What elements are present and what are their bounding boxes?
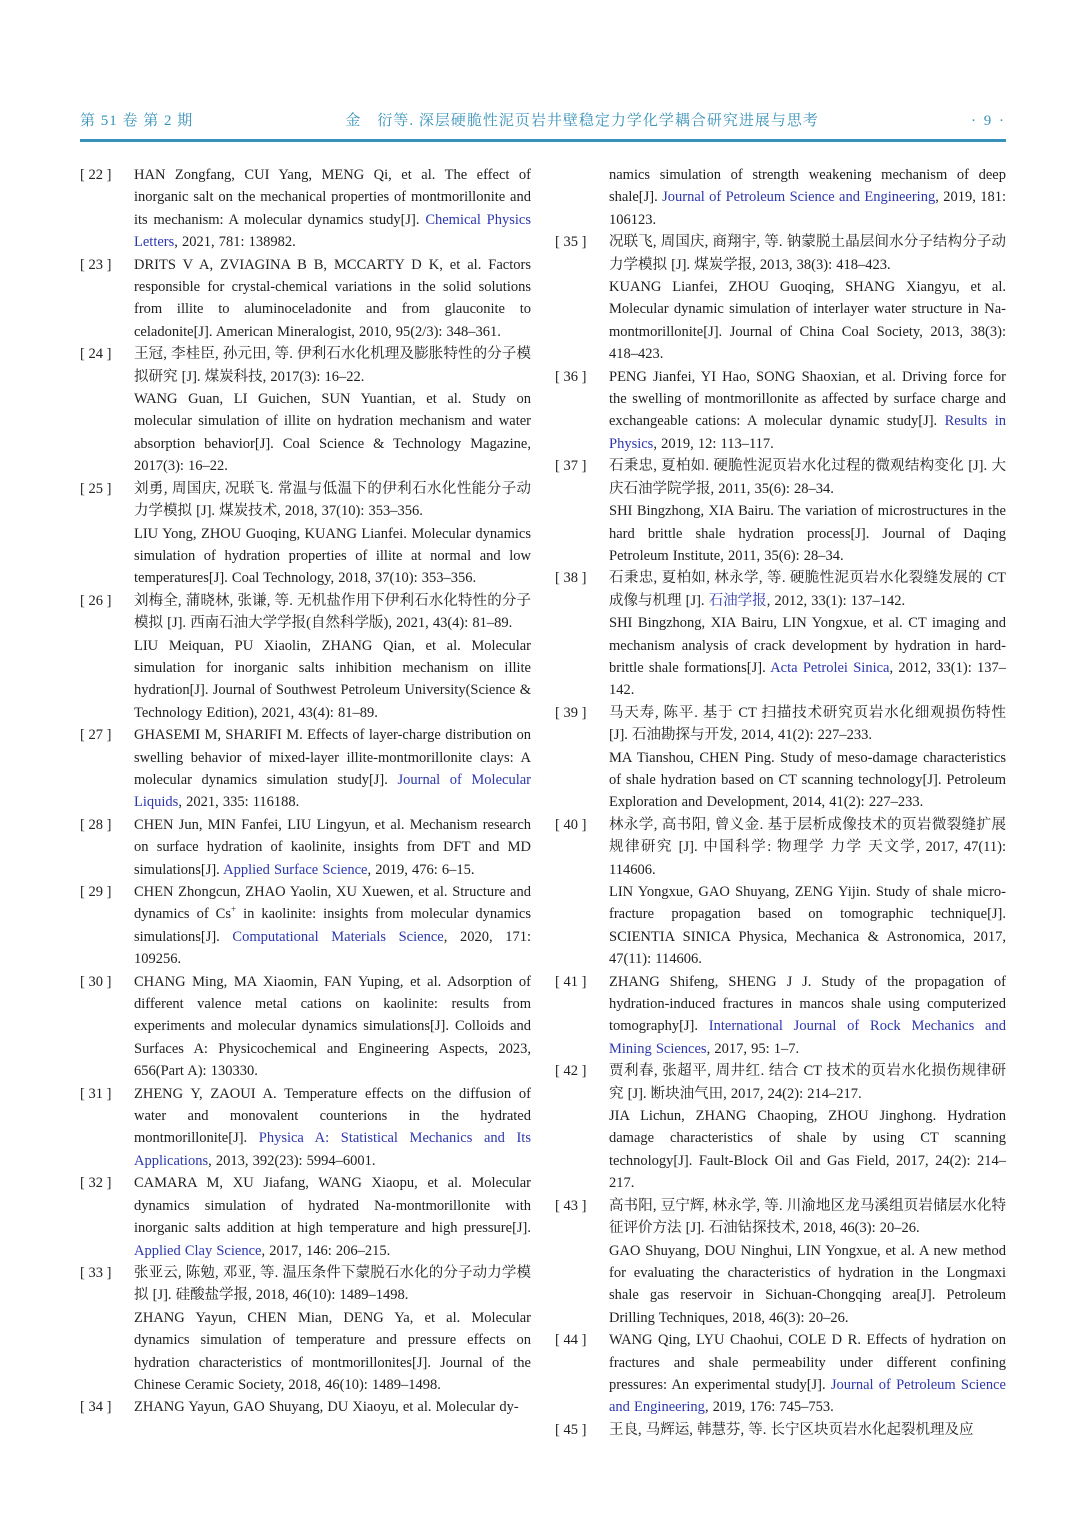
reference-text: 高书阳, 豆宁辉, 林永学, 等. 川渝地区龙马溪组页岩储层水化特征评价方法 [J]. 石油钻探技术, 2018, 46(3): 20–26. [609,1197,1006,1237]
journal-link[interactable]: Journal of Petroleum Science and Engineering [609,1376,1006,1416]
reference-number: [ 32 ] [80,1175,112,1192]
reference-body [609,231,1006,365]
reference-paragraph [134,1172,531,1262]
reference-paragraph [609,366,1006,456]
reference-text: , 2020, 171: 109256. [134,928,532,968]
journal-link[interactable]: Computational Materials Science [232,928,444,945]
reference-text: 刘勇, 周国庆, 况联飞. 常温与低温下的伊利石水化性能分子动力学模拟 [J]. 煤炭技术, 2018, 37(10): 353–356. [134,480,531,520]
reference-body [134,1262,531,1396]
reference-paragraph [609,612,1006,702]
reference-text: ZHANG Yayun, GAO Shuyang, DU Xiaoyu, et al. Molecular dy- [134,1399,519,1416]
reference-number: [ 28 ] [80,816,112,833]
reference-paragraph [609,1195,1006,1240]
reference-paragraph [609,1060,1006,1105]
reference-paragraph [134,881,531,971]
journal-link[interactable]: Journal of Molecular Liquids [134,771,531,811]
reference-number: [ 38 ] [555,570,587,587]
reference-number: [ 24 ] [80,346,112,363]
reference-item [555,702,1006,814]
reference-number: [ 25 ] [80,480,112,497]
references-section [80,164,1006,1464]
journal-link[interactable]: Applied Surface Science [223,861,368,878]
reference-number: [ 36 ] [555,368,587,385]
reference-body [609,1195,1006,1329]
reference-item [80,590,531,724]
reference-text: , 2019, 12: 113–117. [653,435,774,452]
reference-text: 贾利春, 张超平, 周井红. 结合 CT 技术的页岩水化损伤规律研究 [J]. 断块油气田, 2017, 24(2): 214–217. [609,1063,1006,1102]
reference-paragraph [134,164,531,254]
reference-text: KUANG Lianfei, ZHOU Guoqing, SHANG Xiangyu, et al. Molecular dynamic simulation of interlayer water structure in Na-montmorillonite[J]. Journal of China Coal Society, 2013, 38(3): 418–423. [609,279,1006,363]
reference-number: [ 40 ] [555,816,587,833]
journal-issue-label: 第 51 卷 第 2 期 [80,113,194,129]
reference-body [134,971,531,1083]
reference-text: , 2021, 335: 116188. [178,794,300,811]
journal-link[interactable]: Results in Physics [609,413,1006,452]
reference-item [555,1419,1006,1441]
reference-text: 王冠, 李桂臣, 孙元田, 等. 伊利石水化机理及膨胀特性的分子模拟研究 [J]. 煤炭科技, 2017(3): 16–22. [134,346,531,385]
reference-text: , 2019, 176: 745–753. [704,1399,834,1416]
reference-body [134,1396,531,1418]
reference-item [555,231,1006,365]
reference-paragraph [609,1240,1006,1330]
reference-body [609,1329,1006,1419]
reference-number: [ 31 ] [80,1085,112,1102]
reference-text: ZHENG Y, ZAOUI A. Temperature effects on the diffusion of water and monovalent counterions in the hydrated montmorillonite[J]. [134,1085,531,1147]
reference-paragraph [134,1083,531,1173]
journal-link[interactable]: Applied Clay Science [134,1242,262,1259]
reference-number: [ 45 ] [555,1421,587,1438]
reference-body [134,590,531,724]
reference-text: , 2021, 781: 138982. [174,234,296,251]
reference-item [80,343,531,477]
reference-text: 刘梅全, 蒲晓林, 张谦, 等. 无机盐作用下伊利石水化特性的分子模拟 [J]. 西南石油大学学报(自然科学版), 2021, 43(4): 81–89. [134,592,531,632]
reference-paragraph [609,1419,1006,1441]
reference-body [134,164,531,254]
reference-paragraph [134,1396,531,1418]
reference-text: GAO Shuyang, DOU Ninghui, LIN Yongxue, et al. A new method for evaluating the characteristics of hydration in the Longmaxi shale gas reservoir in Sichuan-Chongqing area[J]. Petroleum Drilling Techniques, 2018, 46(3): 20–26. [609,1242,1006,1326]
reference-item [80,881,531,971]
reference-item [555,971,1006,1061]
journal-link[interactable]: International Journal of Rock Mechanics and Mining Sciences [609,1018,1006,1057]
reference-body [134,724,531,814]
reference-paragraph [134,635,531,725]
reference-number: [ 37 ] [555,458,587,475]
reference-paragraph [134,814,531,881]
reference-number: [ 27 ] [80,727,112,744]
reference-text: , 2012, 33(1): 137–142. [609,659,1006,699]
reference-number: [ 22 ] [80,167,112,183]
reference-text: , 2019, 476: 6–15. [367,861,475,878]
reference-paragraph [609,1105,1006,1195]
reference-paragraph [609,500,1006,567]
reference-text: SHI Bingzhong, XIA Bairu, LIN Yongxue, et al. CT imaging and mechanism analysis of crack development by hydration in hard-brittle shale formations[J]. [609,615,1006,676]
reference-paragraph [134,254,531,344]
reference-item [555,1329,1006,1419]
reference-text: LIU Meiquan, PU Xiaolin, ZHANG Qian, et al. Molecular simulation for inorganic salts inhibition mechanism on illite hydration[J]. Journal of Southwest Petroleum University(Science & Technology Edition), 2021, 43(4): 81–89. [134,637,531,721]
journal-link[interactable]: Chemical Physics Letters [134,211,531,251]
reference-body [134,1083,531,1173]
reference-paragraph [609,814,1006,881]
reference-number: [ 33 ] [80,1264,112,1281]
reference-text: HAN Zongfang, CUI Yang, MENG Qi, et al. The effect of inorganic salt on the mechanical properties of montmorillonite and its mechanism: A molecular dynamics study[J]. [134,167,531,228]
reference-item [555,1060,1006,1194]
reference-text: , 2017, 95: 1–7. [706,1040,800,1057]
reference-item [80,1083,531,1173]
journal-link[interactable]: Physica A: Statistical Mechanics and Its Applications [134,1130,531,1169]
reference-paragraph [609,1329,1006,1419]
reference-text: CHEN Jun, MIN Fanfei, LIU Lingyun, et al. Mechanism research on surface hydration of kaolinite, insights from DFT and MD simulations[J]. [134,816,531,878]
reference-body [609,814,1006,971]
reference-paragraph [609,567,1006,612]
reference-body [609,702,1006,814]
reference-number: [ 30 ] [80,973,112,990]
reference-paragraph [134,478,531,523]
reference-body [134,814,531,881]
reference-text: CHANG Ming, MA Xiaomin, FAN Yuping, et al. Adsorption of different valence metal cations on kaolinite: results from experiments and molecular dynamics simulations[J]. Colloids and Surfaces A: Physicochemical and Engineering Aspects, 2023, 656(Part A): 130330. [134,973,531,1080]
reference-text: CHEN Zhongcun, ZHAO Yaolin, XU Xuewen, et al. Structure and dynamics of Cs [134,884,531,923]
reference-text: , 2017, 146: 206–215. [261,1242,391,1259]
reference-text: namics simulation of strength weakening mechanism of deep shale[J]. [609,167,1006,206]
reference-item [80,1172,531,1262]
reference-text: , 2012, 33(1): 137–142. [766,592,906,609]
reference-paragraph [609,881,1006,971]
page-header [80,112,1006,130]
reference-text: 马天寿, 陈平. 基于 CT 扫描技术研究页岩水化细观损伤特性 [J]. 石油勘探与开发, 2014, 41(2): 227–233. [609,704,1006,744]
reference-item [555,567,1006,701]
reference-paragraph [609,971,1006,1061]
reference-item [555,455,1006,567]
reference-text: in kaolinite: insights from molecular dynamics simulations[J]. [134,906,531,945]
reference-number: [ 26 ] [80,592,112,609]
reference-body [134,478,531,590]
reference-body [609,1419,1006,1441]
journal-link[interactable]: Acta Petrolei Sinica [770,659,890,676]
reference-text: CAMARA M, XU Jiafang, WANG Xiaopu, et al. Molecular dynamics simulation of hydrated Na-montmorillonite with inorganic salts addition at high temperature and high pressure[J]. [134,1175,531,1237]
reference-item [80,164,531,254]
reference-number: [ 41 ] [555,973,587,990]
reference-text: ZHANG Yayun, CHEN Mian, DENG Ya, et al. Molecular dynamics simulation of temperature and pressure effects on hydration characteristics of montmorillonites[J]. Journal of the Chinese Ceramic Society, 2018, 46(10): 1489–1498. [134,1309,531,1393]
reference-text: WANG Guan, LI Guichen, SUN Yuantian, et al. Study on molecular simulation of illite on hydration mechanism and water absorption behavior[J]. Coal Science & Technology Magazine, 2017(3): 16–22. [134,391,531,475]
references-column-right [555,164,1006,1464]
reference-number: [ 34 ] [80,1399,112,1416]
reference-paragraph [134,388,531,478]
reference-text: MA Tianshou, CHEN Ping. Study of meso-damage characteristics of shale hydration based on CT scanning technology[J]. Petroleum Exploration and Development, 2014, 41(2): 227–233. [609,749,1006,811]
reference-paragraph [134,1262,531,1307]
reference-text: , 2019, 181: 106123. [609,189,1006,228]
reference-text: 王良, 马辉运, 韩慧芬, 等. 长宁区块页岩水化起裂机理及应 [609,1421,974,1438]
reference-text: LIN Yongxue, GAO Shuyang, ZENG Yijin. Study of shale micro-fracture propagation based on tomographic technique[J]. SCIENTIA SINICA Physica, Mechanica & Astronomica, 2017, 47(11): 114606. [609,884,1006,968]
reference-body [134,343,531,477]
reference-text: LIU Yong, ZHOU Guoqing, KUANG Lianfei. Molecular dynamics simulation of hydration properties of illite at normal and low temperatures[J]. Coal Technology, 2018, 37(10): 353–356. [134,525,531,587]
reference-paragraph [609,702,1006,747]
reference-item [80,478,531,590]
reference-number: [ 35 ] [555,234,587,251]
reference-number: [ 39 ] [555,704,587,721]
reference-paragraph [609,164,1006,231]
reference-item [80,724,531,814]
reference-paragraph [609,231,1006,276]
reference-number: [ 23 ] [80,256,112,273]
reference-item [555,814,1006,971]
superscript-charge: + [230,904,237,915]
reference-item-continuation [555,164,1006,231]
reference-item [80,254,531,344]
reference-paragraph [609,276,1006,366]
reference-paragraph [134,971,531,1083]
reference-item [80,1396,531,1418]
reference-item [80,814,531,881]
reference-body [134,254,531,344]
reference-body [609,366,1006,456]
reference-text: 林永学, 高书阳, 曾义金. 基于层析成像技术的页岩微裂缝扩展规律研究 [J]. 中国科学: 物理学 力学 天文学, 2017, 47(11): 114606. [609,816,1006,878]
reference-text: 石秉忠, 夏柏如. 硬脆性泥页岩水化过程的微观结构变化 [J]. 大庆石油学院学报, 2011, 35(6): 28–34. [609,458,1006,497]
reference-body [609,567,1006,701]
reference-text: DRITS V A, ZVIAGINA B B, MCCARTY D K, et al. Factors responsible for crystal-chemical variations in the solid solutions from illite to aluminoceladonite and from glauconite to celadonite[J]. American Mineralogist, 2010, 95(2/3): 348–361. [134,256,531,340]
reference-text: WANG Qing, LYU Chaohui, COLE D R. Effects of hydration on fractures and shale permeability under different confining pressures: An experimental study[J]. [609,1332,1006,1393]
reference-body [134,1172,531,1262]
reference-paragraph [609,455,1006,500]
reference-text: SHI Bingzhong, XIA Bairu. The variation of microstructures in the hard brittle shale hydration process[J]. Journal of Daqing Petroleum Institute, 2011, 35(6): 28–34. [609,503,1006,564]
reference-text: ZHANG Shifeng, SHENG J J. Study of the propagation of hydration-induced fractures in mancos shale using computerized tomography[J]. [609,973,1006,1035]
reference-text: , 2013, 392(23): 5994–6001. [208,1152,376,1169]
reference-number [555,164,609,231]
reference-text: JIA Lichun, ZHANG Chaoping, ZHOU Jinghong. Hydration damage characteristics of shale by using CT scanning technology[J]. Fault-Block Oil and Gas Field, 2017, 24(2): 214–217. [609,1108,1006,1192]
reference-text: 石秉忠, 夏柏如, 林永学, 等. 硬脆性泥页岩水化裂缝发展的 CT 成像与机理 [J]. [609,570,1006,609]
reference-number: [ 43 ] [555,1197,587,1214]
reference-paragraph [609,747,1006,814]
reference-paragraph [134,1307,531,1397]
reference-item [80,1262,531,1396]
reference-number: [ 42 ] [555,1063,587,1080]
reference-text: PENG Jianfei, YI Hao, SONG Shaoxian, et al. Driving force for the swelling of montmorillonite as affected by surface charge and exchangeable cations: A molecular dynamic study[J]. [609,368,1006,430]
reference-body [609,455,1006,567]
header-rule [80,139,1006,142]
reference-text: GHASEMI M, SHARIFI M. Effects of layer-charge distribution on swelling behavior of mixed-layer illite-montmorillonite clays: A molecular dynamics simulation study[J]. [134,727,531,788]
reference-paragraph [134,590,531,635]
reference-body [134,881,531,971]
reference-body [609,971,1006,1061]
reference-item [555,1195,1006,1329]
reference-item [555,366,1006,456]
journal-link[interactable]: Journal of Petroleum Science and Engineering [662,189,936,206]
running-title: 金 衍等. 深层硬脆性泥页岩井壁稳定力学化学耦合研究进展与思考 [345,113,819,129]
reference-body [609,164,1006,231]
references-column-left [80,164,531,1464]
journal-link[interactable]: 石油学报 [708,592,767,609]
reference-paragraph [134,523,531,590]
reference-body [609,1060,1006,1194]
reference-number: [ 29 ] [80,884,112,900]
page-number: · 9 · [971,113,1006,129]
reference-paragraph [134,343,531,388]
reference-text: 张亚云, 陈勉, 邓亚, 等. 温压条件下蒙脱石水化的分子动力学模拟 [J]. 硅酸盐学报, 2018, 46(10): 1489–1498. [134,1264,531,1304]
reference-number: [ 44 ] [555,1332,587,1349]
reference-item [80,971,531,1083]
reference-text: 况联飞, 周国庆, 商翔宇, 等. 钠蒙脱土晶层间水分子结构分子动力学模拟 [J]. 煤炭学报, 2013, 38(3): 418–423. [609,234,1006,273]
reference-paragraph [134,724,531,814]
